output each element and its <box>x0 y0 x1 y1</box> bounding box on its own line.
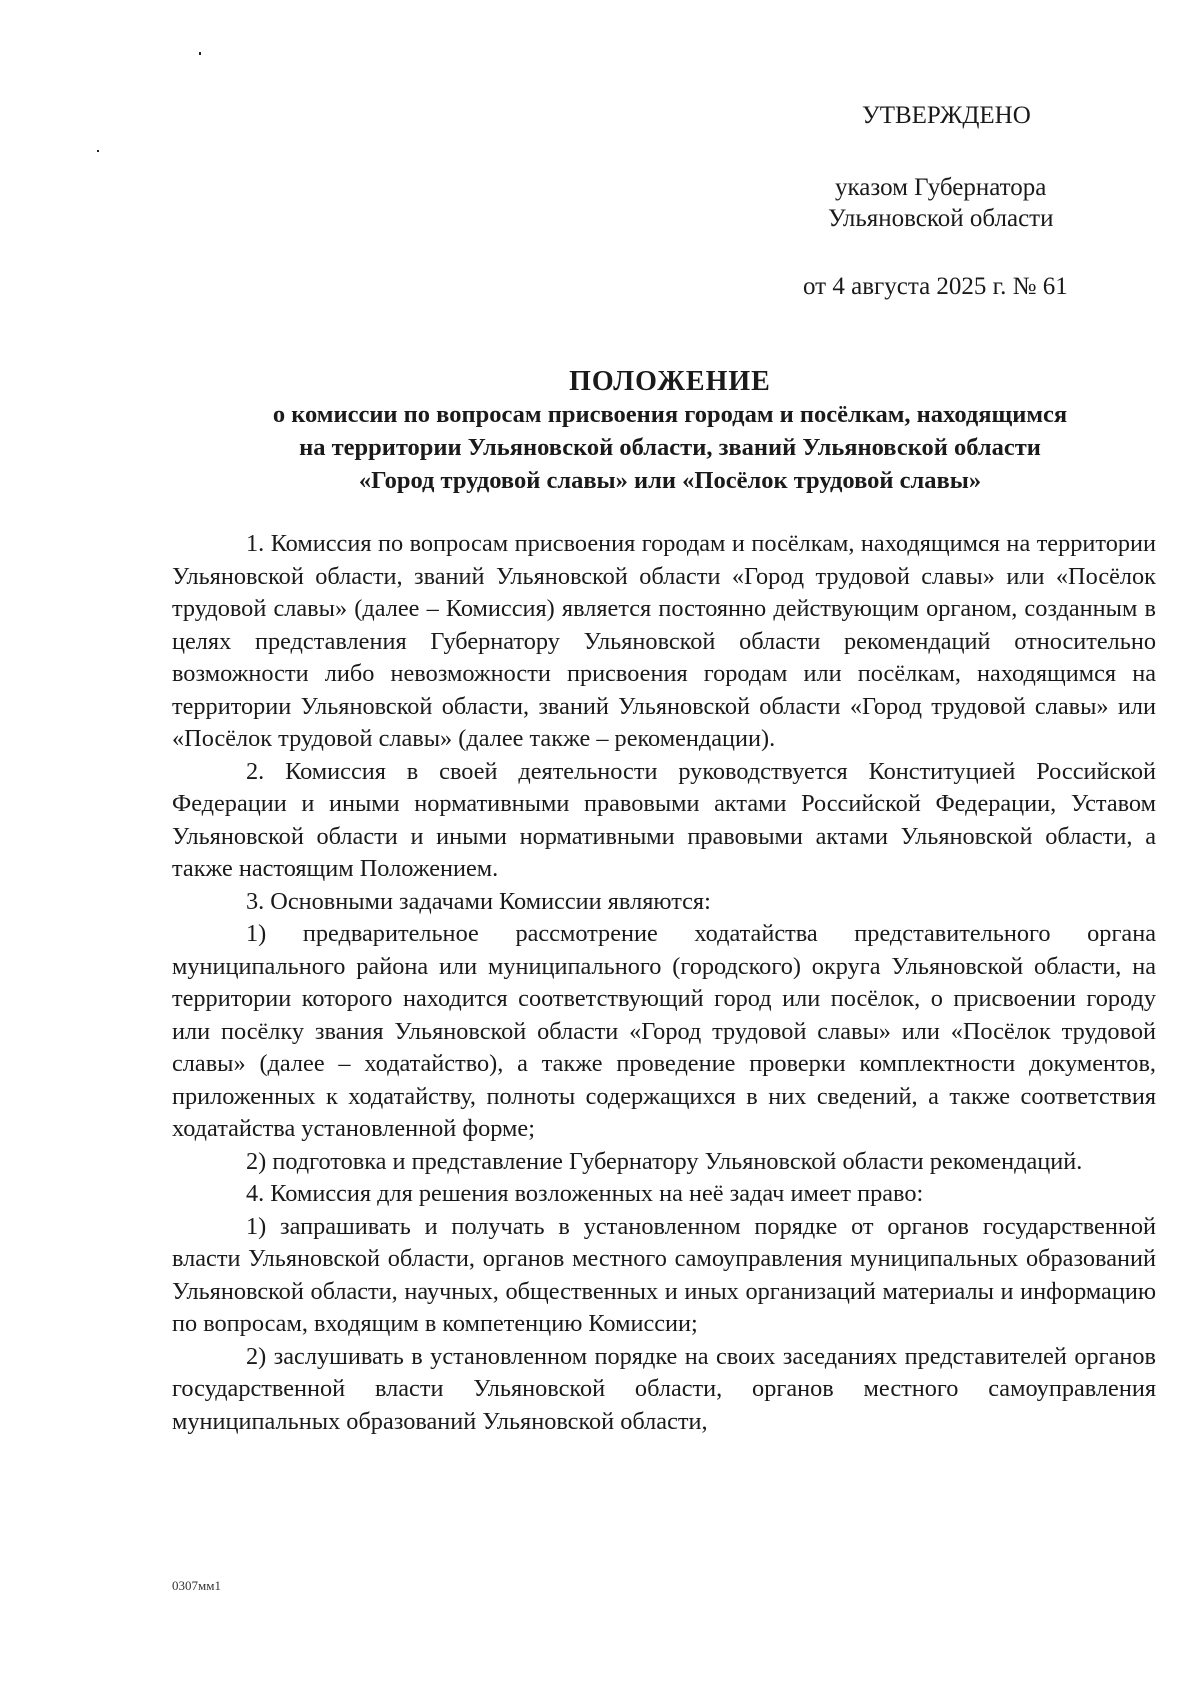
document-title: ПОЛОЖЕНИЕ <box>569 366 771 397</box>
document-subtitle-line-3: «Город трудовой славы» или «Посёлок трудовой славы» <box>358 467 982 494</box>
paragraph-3-item-2: 2) подготовка и представление Губернатору Ульяновской области рекомендаций. <box>246 1147 1083 1175</box>
document-subtitle-line-1: о комиссии по вопросам присвоения городам и посёлкам, находящимся <box>272 401 1068 428</box>
decree-date-number: от 4 августа 2025 г. № 61 <box>803 273 1068 300</box>
approval-stamp-label: УТВЕРЖДЕНО <box>862 102 1031 129</box>
document-body <box>172 528 1156 1438</box>
paragraph-3-item-1: 1) предварительное рассмотрение ходатайства представительного органа муниципального района или муниципального (городского) округа Ульяновской области, на территории которого находится соответствующий город или посёлок, о присвоении городу или посёлку звания Ульяновской области «Город трудовой славы» или «Посёлок трудовой славы» (далее – ходатайство), а также проведение проверки комплектности документов, приложенных к ходатайству, полноты содержащихся в них сведений, а также соответствия ходатайства установленной форме; <box>172 920 1156 1142</box>
paragraph-4-item-2: 2) заслушивать в установленном порядке на своих заседаниях представителей органов государственной власти Ульяновской области, органов местного самоуправления муниципальных образований Ульяновской области, <box>172 1342 1156 1435</box>
paragraph-1: 1. Комиссия по вопросам присвоения городам и посёлкам, находящимся на территории Ульяновской области, званий Ульяновской области «Город трудовой славы» или «Посёлок трудовой славы» (далее – Комиссия) является постоянно действующим органом, созданным в целях представления Губернатору Ульяновской области рекомендаций относительно возможности либо невозможности присвоения городам или посёлкам, находящимся на территории Ульяновской области, званий Ульяновской области «Город трудовой славы» или «Посёлок трудовой славы» (далее также – рекомендации). <box>172 530 1156 752</box>
decree-issuer: указом Губернатора <box>835 174 1047 201</box>
scan-speck <box>199 52 201 55</box>
paragraph-4: 4. Комиссия для решения возложенных на неё задач имеет право: <box>246 1180 924 1207</box>
document-subtitle-line-2: на территории Ульяновской области, званий Ульяновской области <box>299 434 1041 461</box>
decree-region: Ульяновской области <box>828 205 1054 232</box>
footer-document-code: 0307мм1 <box>172 1578 221 1593</box>
paragraph-3: 3. Основными задачами Комиссии являются: <box>246 887 711 915</box>
scan-speck <box>97 150 99 152</box>
paragraph-4-item-1: 1) запрашивать и получать в установленном порядке от органов государственной власти Ульяновской области, органов местного самоуправления муниципальных образований Ульяновской области, научных, общественных и иных организаций материалы и информацию по вопросам, входящим в компетенцию Комиссии; <box>172 1212 1156 1337</box>
paragraph-2: 2. Комиссия в своей деятельности руководствуется Конституцией Российской Федерации и иными нормативными правовыми актами Российской Федерации, Уставом Ульяновской области и иными нормативными правовыми актами Ульяновской области, а также настоящим Положением. <box>172 757 1156 882</box>
